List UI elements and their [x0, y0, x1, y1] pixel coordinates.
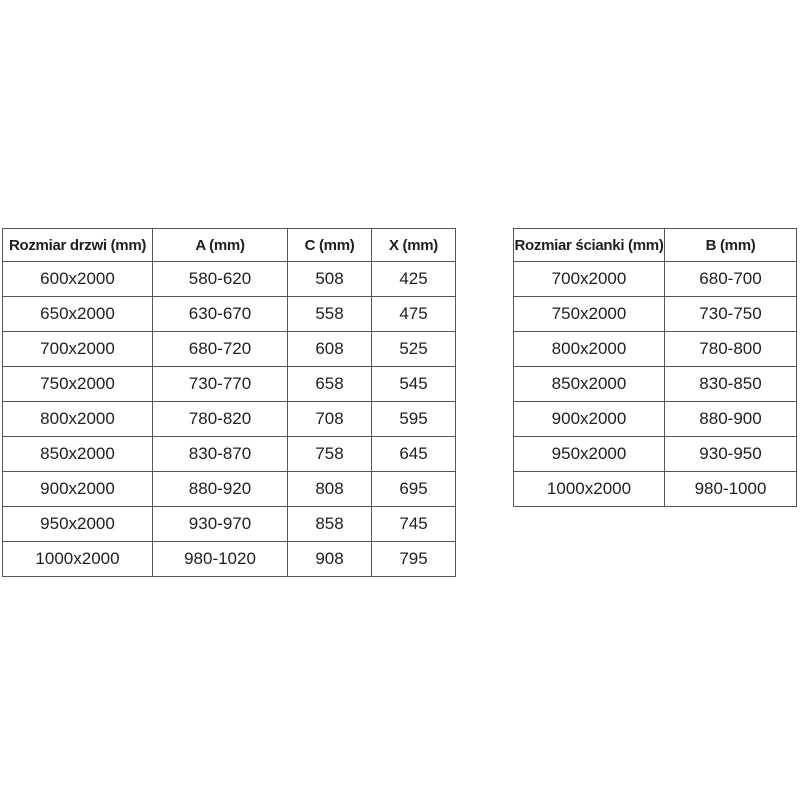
table-cell: 700x2000: [3, 332, 153, 367]
table-cell: 795: [372, 542, 456, 577]
table-row: [3, 367, 456, 402]
table-row: [514, 367, 797, 402]
table-row: [514, 262, 797, 297]
table-cell: 750x2000: [3, 367, 153, 402]
table-cell: 850x2000: [3, 437, 153, 472]
table-row: [3, 332, 456, 367]
table-cell: 930-950: [665, 437, 797, 472]
header-row: [514, 229, 797, 262]
table-row: [514, 297, 797, 332]
table-cell: 758: [288, 437, 372, 472]
table-row: [3, 297, 456, 332]
table-row: [3, 437, 456, 472]
table-cell: 680-700: [665, 262, 797, 297]
column-header-wall-size: Rozmiar ścianki (mm): [514, 229, 665, 262]
table-cell: 950x2000: [3, 507, 153, 542]
table-cell: 608: [288, 332, 372, 367]
table-cell: 425: [372, 262, 456, 297]
door-size-table: [2, 228, 456, 577]
table-cell: 980-1000: [665, 472, 797, 507]
table-cell: 808: [288, 472, 372, 507]
table-cell: 708: [288, 402, 372, 437]
table-cell: 1000x2000: [514, 472, 665, 507]
table-cell: 880-920: [153, 472, 288, 507]
table-cell: 850x2000: [514, 367, 665, 402]
table-cell: 780-820: [153, 402, 288, 437]
wall-size-table-body: [514, 262, 797, 507]
table-cell: 545: [372, 367, 456, 402]
column-header-x: X (mm): [372, 229, 456, 262]
table-cell: 630-670: [153, 297, 288, 332]
door-size-table-body: [3, 262, 456, 577]
table-cell: 900x2000: [3, 472, 153, 507]
table-cell: 645: [372, 437, 456, 472]
table-row: [3, 507, 456, 542]
table-row: [3, 542, 456, 577]
table-cell: 1000x2000: [3, 542, 153, 577]
door-size-table-header: [3, 229, 456, 262]
table-cell: 595: [372, 402, 456, 437]
table-cell: 750x2000: [514, 297, 665, 332]
table-cell: 858: [288, 507, 372, 542]
wall-size-table-header: [514, 229, 797, 262]
table-cell: 475: [372, 297, 456, 332]
table-row: [514, 437, 797, 472]
table-cell: 900x2000: [514, 402, 665, 437]
table-cell: 980-1020: [153, 542, 288, 577]
table-row: [3, 402, 456, 437]
column-header-c: C (mm): [288, 229, 372, 262]
table-cell: 930-970: [153, 507, 288, 542]
table-cell: 830-870: [153, 437, 288, 472]
table-row: [514, 402, 797, 437]
table-row: [514, 472, 797, 507]
column-header-b: B (mm): [665, 229, 797, 262]
table-cell: 600x2000: [3, 262, 153, 297]
table-cell: 558: [288, 297, 372, 332]
table-cell: 908: [288, 542, 372, 577]
column-header-door-size: Rozmiar drzwi (mm): [3, 229, 153, 262]
table-cell: 680-720: [153, 332, 288, 367]
table-cell: 830-850: [665, 367, 797, 402]
table-cell: 700x2000: [514, 262, 665, 297]
table-cell: 650x2000: [3, 297, 153, 332]
table-cell: 745: [372, 507, 456, 542]
table-row: [3, 262, 456, 297]
table-cell: 580-620: [153, 262, 288, 297]
table-row: [3, 472, 456, 507]
table-cell: 525: [372, 332, 456, 367]
table-cell: 880-900: [665, 402, 797, 437]
table-cell: 780-800: [665, 332, 797, 367]
table-cell: 695: [372, 472, 456, 507]
table-cell: 730-770: [153, 367, 288, 402]
table-cell: 800x2000: [514, 332, 665, 367]
table-cell: 508: [288, 262, 372, 297]
table-cell: 658: [288, 367, 372, 402]
table-cell: 730-750: [665, 297, 797, 332]
column-header-a: A (mm): [153, 229, 288, 262]
table-cell: 800x2000: [3, 402, 153, 437]
wall-size-table: [513, 228, 797, 507]
table-row: [514, 332, 797, 367]
table-cell: 950x2000: [514, 437, 665, 472]
header-row: [3, 229, 456, 262]
